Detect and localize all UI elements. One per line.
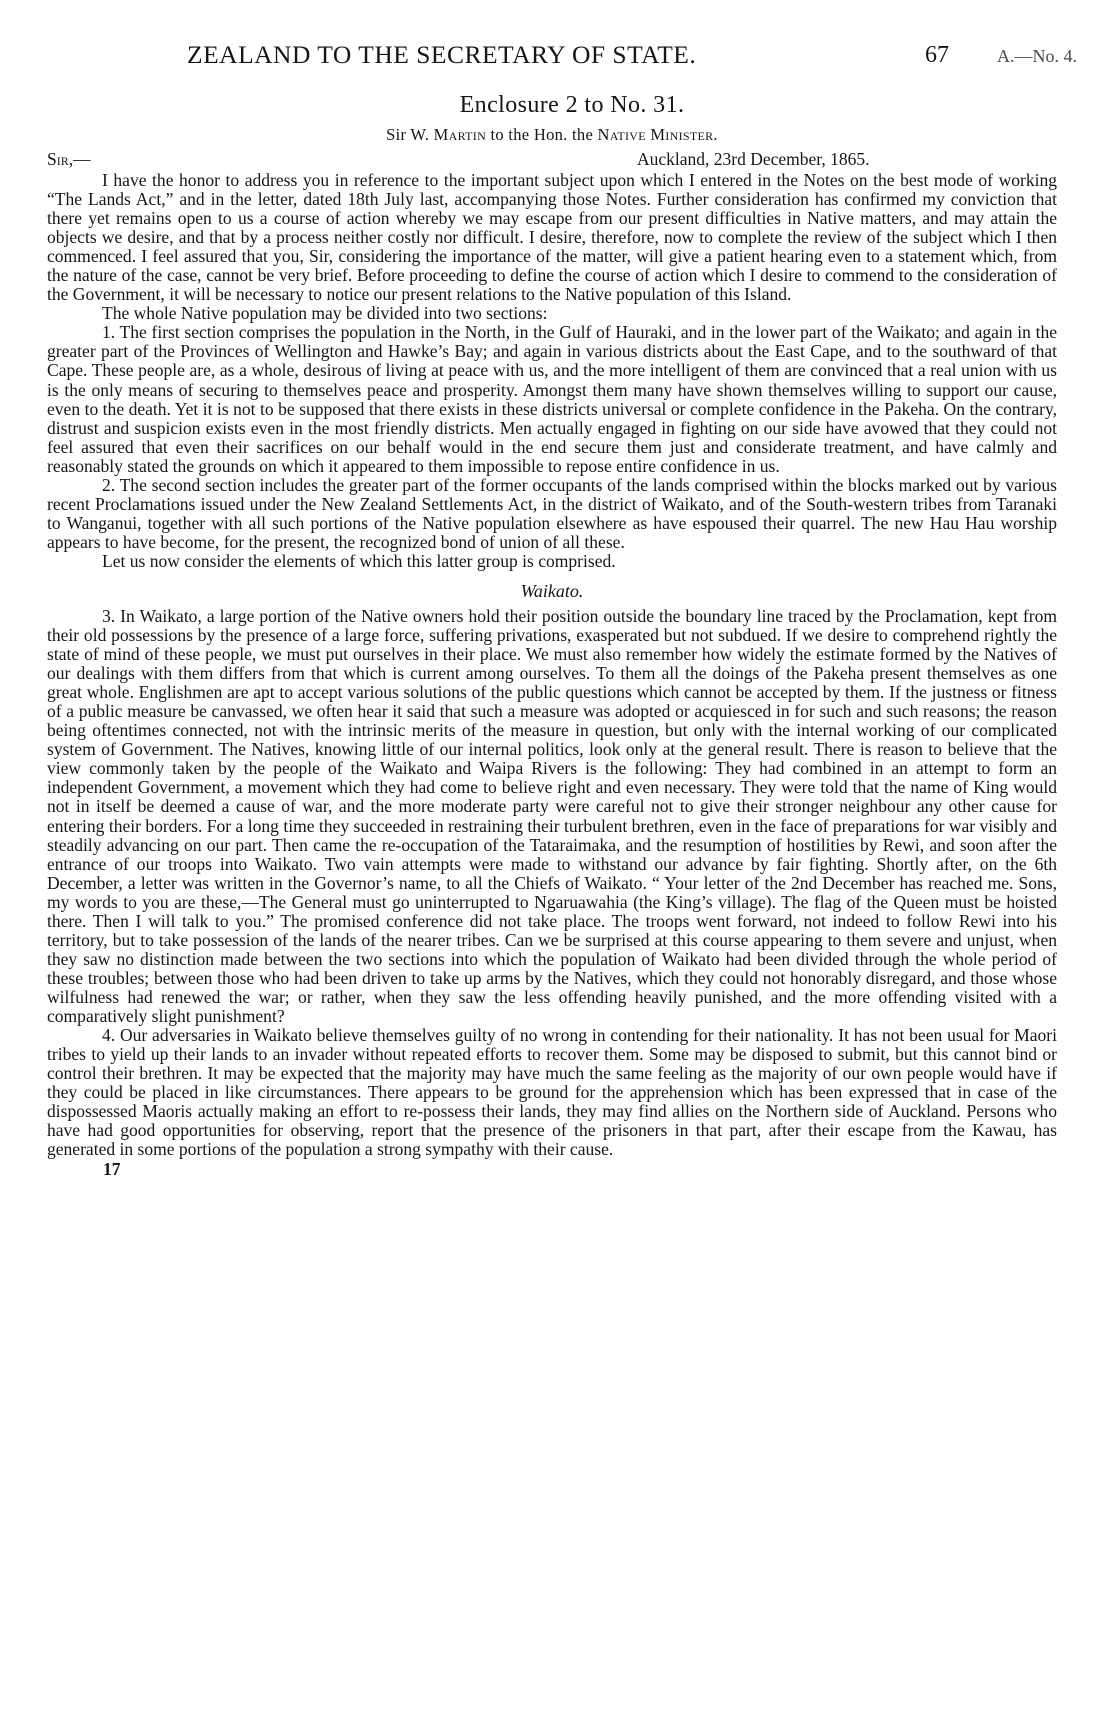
recipient-office: Native Minister	[597, 125, 714, 144]
signature-mark: 17	[103, 1159, 121, 1180]
page-header	[47, 0, 1077, 92]
enclosure-subtitle	[47, 125, 1057, 145]
enclosure-sub-prefix: Sir W.	[386, 125, 430, 144]
enclosure-title: Enclosure 2 to No. 31.	[459, 92, 685, 118]
paragraph-intro: I have the honor to address you in reference to the important subject upon which I entered in the Notes on the best mode of working “The Lands Act,” and in the letter, dated 18th July last, accompanying those Notes. Further consideration has confirmed my conviction that there yet remains open to us a course of action whereby we may escape from our present difficulties in Native matters, and may attain the objects we desire, and that by a process neither costly nor difficult. I desire, therefore, now to complete the review of the subject which I then commenced. I feel assured that you, Sir, considering the importance of the matter, will give a patient hearing even to a statement which, from the nature of the case, cannot be very brief. Before proceeding to define the course of action which I desire to commend to the consideration of the Government, it will be necessary to notice our present relations to the Native population of this Island.	[47, 170, 1057, 305]
paragraph-division: The whole Native population may be divided into two sections:	[102, 303, 548, 324]
section-heading: Waikato.	[520, 580, 584, 601]
paragraph-consider: Let us now consider the elements of which this latter group is comprised.	[102, 550, 616, 571]
salutation: Sir,—	[47, 149, 91, 169]
paragraph-3: 3. In Waikato, a large portion of the Native owners hold their position outside the boundary line traced by the Proclamation, kept from their old possessions by the presence of a large force, suffering privations, exasperated but not subdued. If we desire to comprehend rightly the state of mind of these people, we must put ourselves in their place. We must also remember how widely the estimate formed by the Natives of our dealings with them differs from that which is current among ourselves. To them all the doings of the Pakeha present themselves as one great whole. Englishmen are apt to accept various solutions of the public questions which cannot be accepted by them. If the justness or fitness of a public measure be canvassed, we often hear it said that such a measure was adopted or acquiesced in for such and such reasons; the reason being oftentimes connected, not with the intrinsic merits of the measure in question, but only with the internal working of our complicated system of Government. The Natives, knowing little of our internal politics, look only at the general result. There is reason to believe that the view commonly taken by the people of the Waikato and Waipa Rivers is the following: They had combined in an attempt to form an independent Government, a movement which they had come to believe right and even necessary. They were told that the name of King would not in itself be deemed a cause of war, and the more moderate party were careful not to give their stronger neighbour any other cause for entering their borders. For a long time they succeeded in restraining their turbulent brethren, even in the face of preparations for war visibly and steadily advancing on our part. Then came the re-occupation of the Tataraimaka, and the resumption of hostilities by Rewi, and soon after the entrance of our troops into Waikato. Two vain attempts were made to withstand our advance by fair fighting. Shortly after, on the 6th December, a letter was written in the Governor’s name, to all the Chiefs of Waikato. “ Your letter of the 2nd December has reached me. Sons, my words to you are these,—The General must go uninterrupted to Ngaruawahia (the King’s village). The flag of the Queen must be hoisted there. Then I will talk to you.” The promised conference did not take place. The troops went forward, not indeed to follow Rewi into his territory, but to take possession of the lands of the nearer tribes. Can we be surprised at this course appearing to them severe and unjust, when they saw no distinction made between the two sections into which the population of Waikato had been divided through the whole period of these troubles; between those who had been driven to take up arms by the Natives, which they could not honorably disregard, and those whose wilfulness had renewed the war; or rather, when they saw the less offending heavily punished, and the more offending visited with a comparatively slight punishment?	[47, 605, 1057, 1026]
dateline: Auckland, 23rd December, 1865.	[637, 149, 870, 169]
document-page	[47, 0, 1077, 1180]
paragraph-4: 4. Our adversaries in Waikato believe themselves guilty of no wrong in contending for their nationality. It has not been usual for Maori tribes to yield up their lands to an invader without repeated efforts to recover them. Some may be disposed to submit, but this cannot bind or control their brethren. It may be expected that the majority may have much the same feeling as the majority of our own people would have if they could be placed in like circumstances. There appears to be ground for the apprehension which has been expressed that in case of the dispossessed Maoris actually making an effort to re-possess their lands, they may find allies on the Northern side of Auckland. Persons who have had good opportunities for observing, report that the presence of the prisoners in that part, after their escape from the Kawau, has generated in some portions of the population a strong sympathy with their cause.	[47, 1025, 1057, 1160]
document-reference: A.—No. 4.	[997, 46, 1077, 66]
page-number: 67	[925, 42, 949, 68]
enclosure-sub-suffix: .	[713, 125, 718, 144]
paragraph-section-1: 1. The first section comprises the population in the North, in the Gulf of Hauraki, and in the lower part of the Waikato; and again in the greater part of the Provinces of Wellington and Hawke’s Bay; and again in various districts about the East Cape, and to the southward of that Cape. These people are, as a whole, desirous of living at peace with us, and the more intelligent of them are convinced that a real union with us is the only means of securing to themselves peace and prosperity. Amongst them many have shown themselves willing to support our cause, even to the death. Yet it is not to be supposed that there exists in these districts universal or complete confidence in the Pakeha. On the contrary, distrust and suspicion exists even in the most friendly districts. Men actually engaged in fighting on our side have avowed that they could not feel assured that even their sacrifices on our behalf would in the end secure them just and considerate treatment, and have calmly and reasonably stated the grounds on which it appeared to them impossible to repose entire confidence in us.	[47, 322, 1057, 476]
running-head: ZEALAND TO THE SECRETARY OF STATE.	[187, 40, 697, 69]
enclosure-sub-mid: to the Hon. the	[490, 125, 594, 144]
salutation-row	[47, 149, 1057, 171]
paragraph-section-2: 2. The second section includes the greater part of the former occupants of the lands comprised within the blocks marked out by various recent Proclamations issued under the New Zealand Settlements Act, in the district of Waikato, and of the South-western tribes from Taranaki to Wanganui, together with all such portions of the Native population elsewhere as have espoused their quarrel. The new Hau Hau worship appears to have become, for the present, the recognized bond of union of all these.	[47, 474, 1057, 552]
author-name: Martin	[433, 125, 487, 144]
